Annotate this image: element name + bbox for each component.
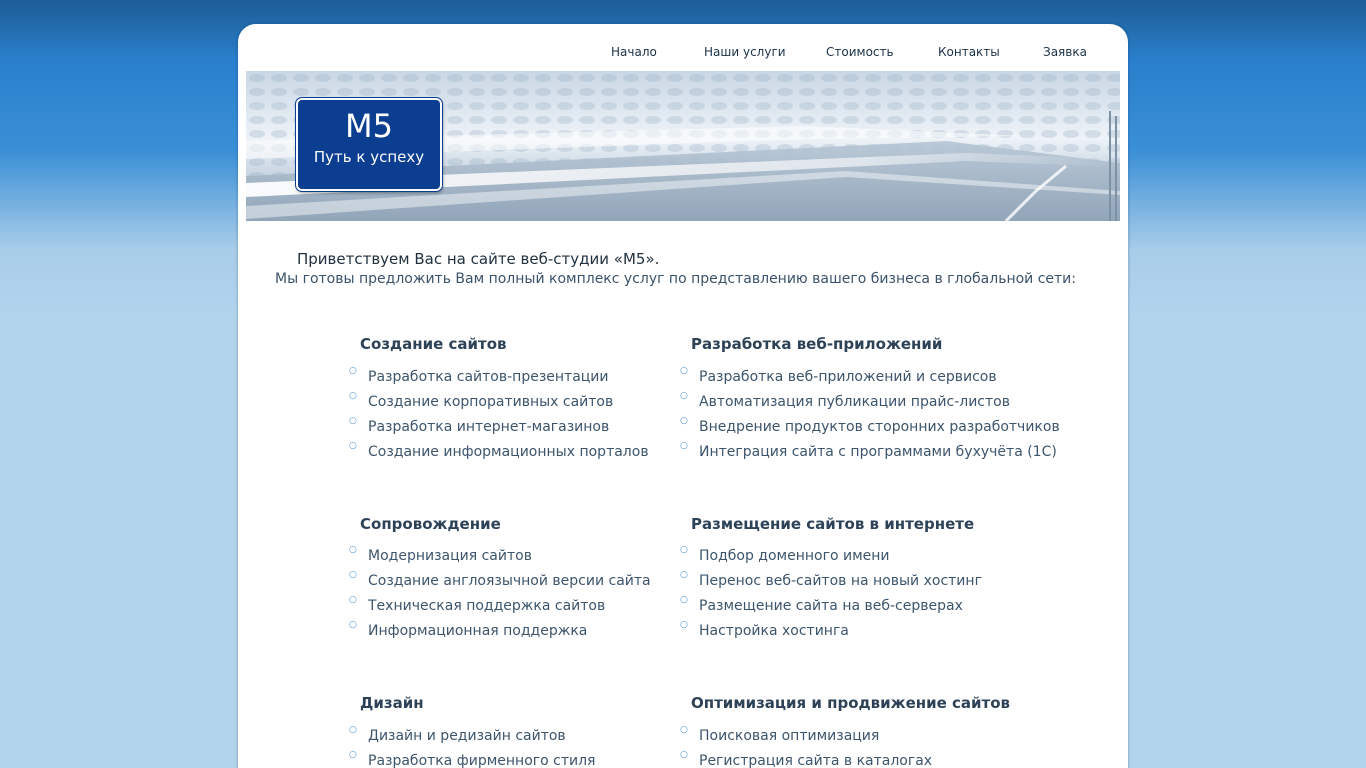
list-item[interactable]: ○ Разработка веб-приложений и сервисов — [680, 366, 997, 385]
list-item[interactable]: ○ Дизайн и редизайн сайтов — [349, 725, 566, 744]
nav-item-home[interactable]: Начало — [611, 45, 657, 59]
list-item[interactable]: ○ Автоматизация публикации прайс-листов — [680, 391, 1010, 410]
list-item[interactable]: ○ Настройка хостинга — [680, 620, 849, 639]
service-heading-web-apps: Разработка веб-приложений — [691, 335, 943, 353]
list-item[interactable]: ○ Размещение сайта на веб-серверах — [680, 595, 963, 614]
circle-bullet-icon: ○ — [349, 391, 357, 401]
service-heading-seo: Оптимизация и продвижение сайтов — [691, 694, 1011, 712]
list-item[interactable]: ○ Разработка сайтов-презентации — [349, 366, 609, 385]
service-list-design — [349, 726, 595, 768]
service-heading-design: Дизайн — [360, 694, 424, 712]
service-list-web-apps — [680, 367, 1060, 467]
nav-item-contacts[interactable]: Контакты — [938, 45, 1000, 59]
logo-title: М5 — [345, 107, 393, 145]
header-banner — [246, 71, 1120, 221]
list-item[interactable]: ○ Техническая поддержка сайтов — [349, 595, 606, 614]
circle-bullet-icon: ○ — [680, 366, 688, 376]
circle-bullet-icon: ○ — [349, 441, 357, 451]
circle-bullet-icon: ○ — [349, 725, 357, 735]
welcome-heading: Приветствуем Вас на сайте веб-студии «М5». — [297, 250, 660, 268]
list-item[interactable]: ○ Информационная поддержка — [349, 620, 588, 639]
service-list-web-creation — [349, 367, 649, 467]
circle-bullet-icon: ○ — [349, 620, 357, 630]
service-heading-support: Сопровождение — [360, 515, 501, 533]
nav-item-services[interactable]: Наши услуги — [704, 45, 786, 59]
service-list-support — [349, 546, 651, 646]
circle-bullet-icon: ○ — [680, 416, 688, 426]
circle-bullet-icon: ○ — [349, 750, 357, 760]
circle-bullet-icon: ○ — [680, 595, 688, 605]
service-list-seo — [680, 726, 932, 768]
circle-bullet-icon: ○ — [680, 441, 688, 451]
service-heading-hosting: Размещение сайтов в интернете — [691, 515, 975, 533]
top-navigation — [238, 45, 1128, 61]
list-item[interactable]: ○ Регистрация сайта в каталогах — [680, 750, 933, 768]
circle-bullet-icon: ○ — [349, 545, 357, 555]
circle-bullet-icon: ○ — [680, 750, 688, 760]
circle-bullet-icon: ○ — [680, 391, 688, 401]
logo-slogan: Путь к успеху — [313, 148, 425, 166]
service-heading-web-creation: Создание сайтов — [360, 335, 507, 353]
page-container — [238, 24, 1128, 768]
list-item[interactable]: ○ Модернизация сайтов — [349, 545, 532, 564]
nav-item-pricing[interactable]: Стоимость — [826, 45, 894, 59]
circle-bullet-icon: ○ — [349, 366, 357, 376]
circle-bullet-icon: ○ — [349, 570, 357, 580]
list-item[interactable]: ○ Поисковая оптимизация — [680, 725, 880, 744]
circle-bullet-icon: ○ — [349, 595, 357, 605]
list-item[interactable]: ○ Разработка фирменного стиля — [349, 750, 596, 768]
circle-bullet-icon: ○ — [680, 725, 688, 735]
list-item[interactable]: ○ Внедрение продуктов сторонних разработчиков — [680, 416, 1060, 435]
intro-text: Мы готовы предложить Вам полный комплекс услуг по представлению вашего бизнеса в глобальной сети: — [275, 271, 1076, 287]
list-item[interactable]: ○ Создание корпоративных сайтов — [349, 391, 614, 410]
list-item[interactable]: ○ Подбор доменного имени — [680, 545, 890, 564]
list-item[interactable]: ○ Перенос веб-сайтов на новый хостинг — [680, 570, 982, 589]
list-item[interactable]: ○ Создание информационных порталов — [349, 441, 649, 460]
circle-bullet-icon: ○ — [680, 570, 688, 580]
list-item[interactable]: ○ Разработка интернет-магазинов — [349, 416, 610, 435]
circle-bullet-icon: ○ — [680, 545, 688, 555]
circle-bullet-icon: ○ — [349, 416, 357, 426]
service-list-hosting — [680, 546, 982, 646]
nav-item-request[interactable]: Заявка — [1043, 45, 1087, 59]
circle-bullet-icon: ○ — [680, 620, 688, 630]
list-item[interactable]: ○ Интеграция сайта с программами бухучёта (1С) — [680, 441, 1057, 460]
m5-logo-sign[interactable] — [296, 98, 442, 191]
list-item[interactable]: ○ Создание англоязычной версии сайта — [349, 570, 651, 589]
